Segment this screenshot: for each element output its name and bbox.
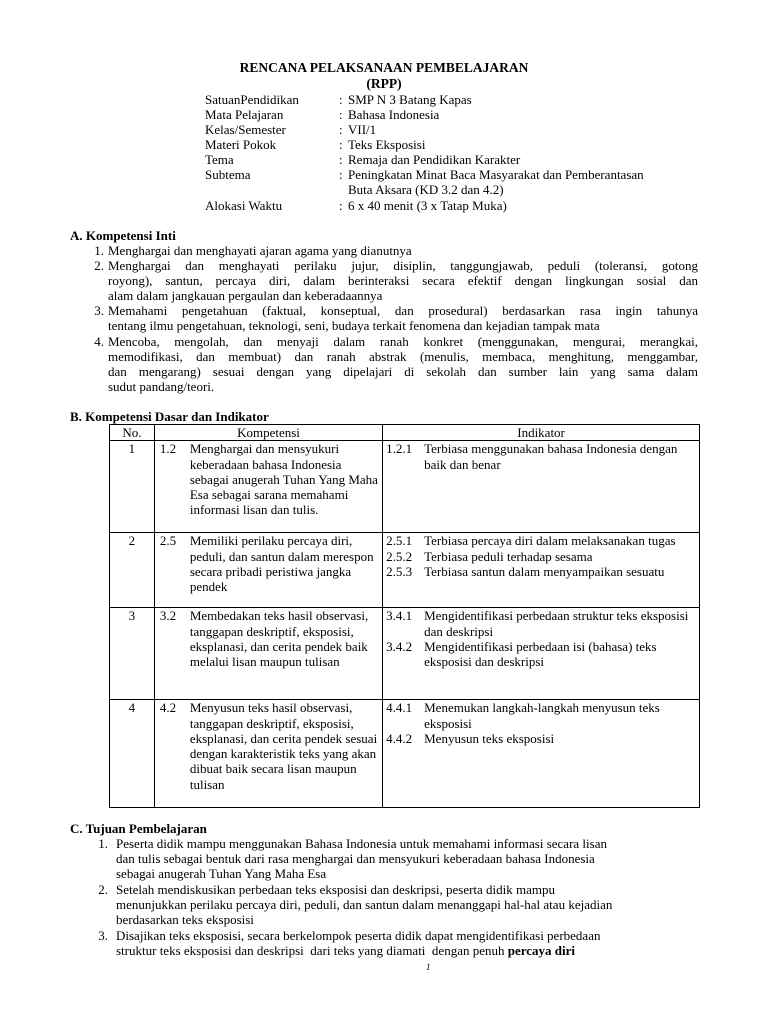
row-number: 3 <box>110 608 155 700</box>
indikator-code: 3.4.1 <box>386 608 413 624</box>
list-number: 2. <box>98 882 108 897</box>
kompetensi-dasar-table <box>109 424 700 808</box>
list-number: 1. <box>98 836 108 851</box>
document-title: RENCANA PELAKSANAAN PEMBELAJARAN <box>239 60 529 75</box>
list-item-line: menunjukkan perilaku percaya diri, peduli, dan santun dalam menanggapi hal-hal atau kejadian <box>116 897 613 912</box>
list-number: 3. <box>98 928 108 943</box>
list-item-text: struktur teks eksposisi dan deskripsi dari teks yang diamati dengan penuh <box>116 943 508 958</box>
document-subtitle: (RPP) <box>366 76 402 91</box>
indikator-code: 1.2.1 <box>386 441 413 457</box>
list-number: 3. <box>94 303 104 318</box>
meta-value: Teks Eksposisi <box>348 137 426 152</box>
list-item-line: Memahami pengetahuan (faktual, konseptual, dan prosedural) berdasarkan rasa ingin tahunya <box>108 303 698 318</box>
list-item-line: sebagai anugerah Tuhan Yang Maha Esa <box>116 866 327 881</box>
table-row <box>110 608 700 700</box>
list-item-line: Disajikan teks eksposisi, secara berkelompok peserta didik dapat mengidentifikasi perbedaan <box>116 928 601 943</box>
list-item-line: sudut pandang/teori. <box>108 379 215 394</box>
indikator-cell <box>383 441 700 533</box>
list-item-line: Mencoba, mengolah, dan menyaji dalam ranah konkret (menggunakan, mengurai, merangkai, <box>108 334 698 349</box>
meta-value: Bahasa Indonesia <box>348 107 440 122</box>
column-header-indikator: Indikator <box>383 425 700 441</box>
meta-colon: : <box>339 167 343 182</box>
meta-label: Alokasi Waktu <box>205 198 283 213</box>
indikator-text: Terbiasa santun dalam menyampaikan sesuatu <box>424 563 665 579</box>
list-item-line: Menghargai dan menghayati perilaku jujur, disiplin, tanggungjawab, peduli (toleransi, gotong <box>108 258 698 273</box>
meta-colon: : <box>339 198 343 213</box>
list-item-line: berdasarkan teks eksposisi <box>116 912 254 927</box>
list-item-line: royong), santun, percaya diri, dalam berinteraksi secara efektif dengan lingkungan sosial dan <box>108 273 698 288</box>
meta-colon: : <box>339 122 343 137</box>
indikator-code: 3.4.2 <box>386 638 413 654</box>
kompetensi-text: Memiliki perilaku percaya diri, peduli, dan santun dalam merespon secara pribadi peristiwa jangka pendek <box>189 533 374 595</box>
meta-label: Kelas/Semester <box>205 122 286 137</box>
indikator-code: 2.5.2 <box>386 548 413 564</box>
kompetensi-code: 3.2 <box>159 608 177 624</box>
table-row <box>110 533 700 608</box>
meta-label: Mata Pelajaran <box>205 107 284 122</box>
indikator-text: Menyusun teks eksposisi <box>424 730 555 746</box>
section-heading-tujuan-pembelajaran: C. Tujuan Pembelajaran <box>70 821 207 836</box>
indikator-text: Mengidentifikasi perbedaan struktur teks eksposisi dan deskripsi <box>424 608 689 639</box>
row-number: 1 <box>110 441 155 533</box>
indikator-cell <box>383 608 700 700</box>
section-heading-kompetensi-dasar: B. Kompetensi Dasar dan Indikator <box>70 409 269 424</box>
column-header-no: No. <box>110 425 155 441</box>
list-item-line <box>116 943 575 958</box>
meta-value: Buta Aksara (KD 3.2 dan 4.2) <box>348 182 504 197</box>
meta-value: 6 x 40 menit (3 x Tatap Muka) <box>348 198 507 213</box>
kompetensi-code: 2.5 <box>159 533 177 549</box>
list-item-line: tentang ilmu pengetahuan, teknologi, seni, budaya terkait fenomena dan kejadian tampak mata <box>108 318 600 333</box>
meta-colon: : <box>339 107 343 122</box>
meta-value: SMP N 3 Batang Kapas <box>348 92 472 107</box>
list-item-line: dan tulis sebagai bentuk dari rasa menghargai dan mensyukuri keberadaan bahasa Indonesia <box>116 851 595 866</box>
indikator-code: 4.4.2 <box>386 730 413 746</box>
list-item-line: dan mengarang) sesuai dengan yang dipelajari di sekolah dan sumber lain yang sama dalam <box>108 364 698 379</box>
kompetensi-cell <box>154 608 382 700</box>
list-number: 2. <box>94 258 104 273</box>
list-number: 1. <box>94 243 104 258</box>
indikator-code: 2.5.1 <box>386 533 413 549</box>
meta-label: Tema <box>205 152 234 167</box>
row-number: 2 <box>110 533 155 608</box>
kompetensi-cell <box>154 700 382 808</box>
meta-value: Remaja dan Pendidikan Karakter <box>348 152 521 167</box>
list-number: 4. <box>94 334 104 349</box>
kompetensi-cell <box>154 533 382 608</box>
column-header-kompetensi: Kompetensi <box>154 425 382 441</box>
table-row <box>110 441 700 533</box>
kompetensi-text: Menghargai dan mensyukuri keberadaan bahasa Indonesia sebagai anugerah Tuhan Yang Maha Esa sebagai sarana memahami informasi lisan dan tulis. <box>189 441 378 518</box>
list-item-line: memodifikasi, dan membuat) dan ranah abstrak (menulis, membaca, menghitung, menggambar, <box>108 349 698 364</box>
indikator-text: Terbiasa percaya diri dalam melaksanakan tugas <box>424 533 676 549</box>
indikator-text: Terbiasa peduli terhadap sesama <box>424 548 593 564</box>
meta-value: VII/1 <box>348 122 377 137</box>
kompetensi-text: Menyusun teks hasil observasi, tanggapan deskriptif, eksposisi, eksplanasi, dan cerita pendek sesuai dengan karakteristik teks yang akan dibuat baik secara lisan maupun tulisan <box>189 700 378 792</box>
kompetensi-cell <box>154 441 382 533</box>
indikator-cell <box>383 700 700 808</box>
row-number: 4 <box>110 700 155 808</box>
table-row <box>110 700 700 808</box>
kompetensi-text: Membedakan teks hasil observasi, tanggapan deskriptif, eksposisi, eksplanasi, dan cerita pendek baik melalui lisan maupun tulisan <box>189 608 369 670</box>
meta-label: SatuanPendidikan <box>205 92 299 107</box>
page-number: 1 <box>426 962 431 972</box>
indikator-cell <box>383 533 700 608</box>
indikator-code: 2.5.3 <box>386 563 413 579</box>
indikator-text: Mengidentifikasi perbedaan isi (bahasa) teks eksposisi dan deskripsi <box>424 638 657 670</box>
kompetensi-code: 4.2 <box>159 700 177 716</box>
list-item-line: alam dalam jangkauan pergaulan dan keberadaannya <box>108 288 383 303</box>
meta-value: Peningkatan Minat Baca Masyarakat dan Pemberantasan <box>348 167 644 182</box>
meta-label: Subtema <box>205 167 251 182</box>
meta-colon: : <box>339 137 343 152</box>
emphasis-text: percaya diri <box>507 943 576 958</box>
meta-colon: : <box>339 152 343 167</box>
list-item-line: Setelah mendiskusikan perbedaan teks eksposisi dan deskripsi, peserta didik mampu <box>116 882 556 897</box>
meta-label: Materi Pokok <box>205 137 277 152</box>
indikator-code: 4.4.1 <box>386 700 413 716</box>
table-header-row <box>110 425 700 441</box>
list-item-line: Peserta didik mampu menggunakan Bahasa Indonesia untuk memahami informasi secara lisan <box>116 836 607 851</box>
kompetensi-code: 1.2 <box>159 441 177 457</box>
meta-colon: : <box>339 92 343 107</box>
indikator-text: Terbiasa menggunakan bahasa Indonesia dengan baik dan benar <box>424 441 678 472</box>
indikator-text: Menemukan langkah-langkah menyusun teks eksposisi <box>424 700 660 731</box>
list-item-line: Menghargai dan menghayati ajaran agama yang dianutnya <box>108 243 412 258</box>
section-heading-kompetensi-inti: A. Kompetensi Inti <box>70 228 176 243</box>
